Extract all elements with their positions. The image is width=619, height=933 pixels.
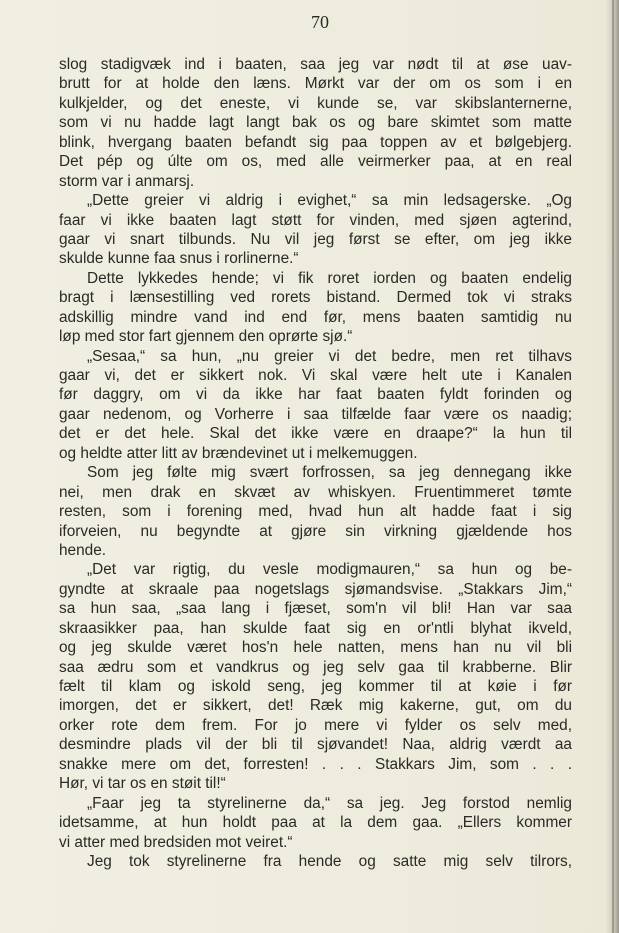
text-line: gyndte at skraale paa nogetslags sjømandsvise. „Stakkars Jim,“ <box>59 580 572 598</box>
text-line: imorgen, det er sikkert, det! Ræk mig kakerne, gut, om du <box>59 697 572 715</box>
text-line: brutt for at holde den læns. Mørkt var der om os som i en <box>59 75 572 93</box>
text-line: kulkjelder, og det eneste, vi kunde se, var skibslanternerne, <box>59 94 572 112</box>
text-line: og jeg skulde været hos'n hele natten, mens han nu vil bli <box>59 639 572 657</box>
text-line: Hør, vi tar os en støit til!“ <box>59 775 226 793</box>
text-line: saa ædru som et vandkrus og jeg selv gaa til krabberne. Blir <box>59 658 572 676</box>
text-line: resten, som i forening med, hvad hun alt hadde faat i sig <box>59 503 572 521</box>
text-line: som vi nu hadde lagt langt bak os og bare skimtet som matte <box>59 114 572 132</box>
text-line: gaar vi, det er sikkert nok. Vi skal være helt ute i Kanalen <box>59 367 572 384</box>
text-line: skulde kunne faa snus i rorlinerne.“ <box>59 250 299 268</box>
text-line: sa hun saa, „saa lang i fjæset, som'n vil bli! Han var saa <box>59 600 572 618</box>
text-line: skraasikker paa, han skulde faat sig en or'ntli blyhat ikveld, <box>59 619 572 637</box>
page-edge-line <box>612 0 614 933</box>
text-line: „Dette greier vi aldrig i evighet,“ sa min ledsagerske. „Og <box>87 192 572 210</box>
text-line: faar vi ikke baaten lagt støtt for vinden, med sjøen agterind, <box>59 211 572 229</box>
body-text <box>59 55 572 871</box>
text-line: Dette lykkedes hende; vi fik roret iorden og baaten endelig <box>87 269 572 287</box>
text-line: blink, hvergang baaten befandt sig paa toppen av et bølgebjerg. <box>59 133 572 151</box>
text-line: slog stadigvæk ind i baaten, saa jeg var nødt til at øse uav- <box>59 56 572 73</box>
text-line: hende. <box>59 541 107 559</box>
text-line: storm var i anmarsj. <box>59 172 195 190</box>
text-line: orker rote dem frem. For jo mere vi fylder os selv med, <box>59 716 572 734</box>
text-line: desmindre plads vil der bli til sjøvandet! Naa, aldrig værdt aa <box>59 736 572 754</box>
text-line: „Faar jeg ta styrelinerne da,“ sa jeg. Jeg forstod nemlig <box>87 794 572 812</box>
text-line: det er det hele. Skal det ikke være en draape?“ la hun til <box>59 425 572 443</box>
text-line: adskillig mindre vand ind end før, mens baaten samtidig nu <box>59 308 572 326</box>
text-line: Jeg tok styrelinerne fra hende og satte mig selv tilrors, <box>87 852 572 870</box>
text-line: løp med stor fart gjennem den oprørte sjø.“ <box>59 328 353 346</box>
text-line: før daggry, om vi da ikke har faat baaten fyldt forinden og <box>59 386 572 404</box>
text-line: Det pép og últe om os, med alle veirmerker paa, at en real <box>59 153 572 171</box>
text-line: „Det var rigtig, du vesle modigmauren,“ sa hun og be- <box>87 561 572 579</box>
text-line: nei, men drak en skvæt av whiskyen. Fruentimmeret tømte <box>59 483 572 501</box>
text-line: idetsamme, at hun holdt paa at la dem gaa. „Ellers kommer <box>59 814 572 832</box>
text-line: gaar vi snart tilbunds. Nu vil jeg først se efter, om jeg ikke <box>59 230 572 248</box>
text-line: og heldte atter litt av brændevinet ut i melkemuggen. <box>59 444 418 462</box>
text-line: „Sesaa,“ sa hun, „nu greier vi det bedre, men ret tilhavs <box>87 347 572 365</box>
text-line: vi atter med bredsiden mot veiret.“ <box>59 833 293 851</box>
text-line: Som jeg følte mig svært forfrossen, sa jeg dennegang ikke <box>87 464 572 482</box>
page-number: 70 <box>311 12 329 32</box>
text-line: gaar nedenom, og Vorherre i saa tilfælde faar være os naadig; <box>59 405 572 423</box>
text-line: iforveien, nu begyndte at gjøre sin virkning gjældende hos <box>59 522 572 540</box>
text-line: snakke mere om det, forresten! . . . Stakkars Jim, som . . . <box>59 755 572 773</box>
text-line: fælt til klam og iskold seng, jeg kommer til at køie i før <box>59 678 572 695</box>
text-line: bragt i lænsestilling ved rorets bistand. Dermed tok vi straks <box>59 289 572 307</box>
